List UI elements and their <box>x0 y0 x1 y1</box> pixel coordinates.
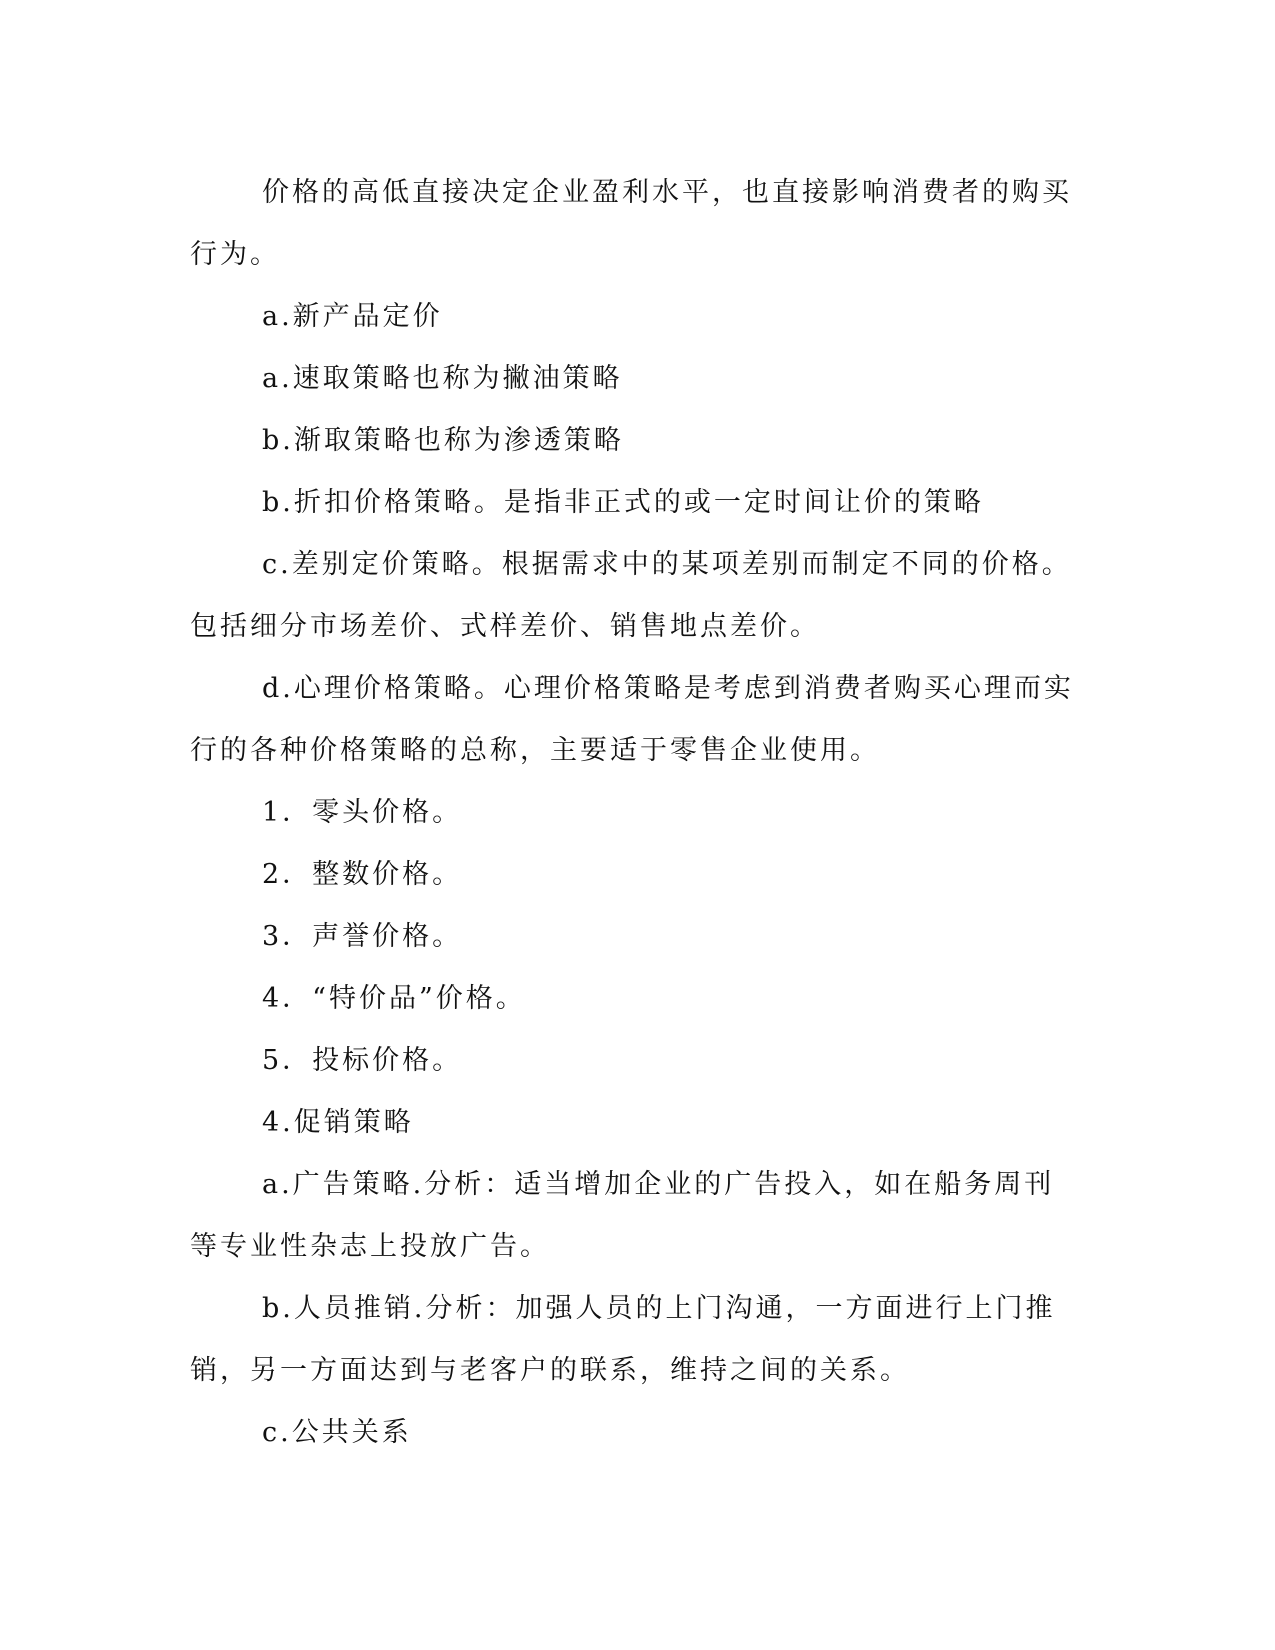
paragraph-new-product-pricing: a.新产品定价 <box>262 301 443 332</box>
paragraph-skimming-strategy: a.速取策略也称为撇油策略 <box>262 363 623 394</box>
paragraph-advertising-strategy: a.广告策略.分析：适当增加企业的广告投入，如在船务周刊等专业性杂志上投放广告。 <box>190 1169 1055 1262</box>
list-item-special-price: 4．“特价品”价格。 <box>262 983 526 1014</box>
list-item-bid-pricing: 5．投标价格。 <box>262 1045 463 1076</box>
paragraph-penetration-strategy: b.渐取策略也称为渗透策略 <box>262 425 624 456</box>
paragraph-personal-selling: b.人员推销.分析：加强人员的上门沟通，一方面进行上门推销，另一方面达到与老客户的联系，维持之间的关系。 <box>190 1293 1056 1386</box>
list-item-round-pricing: 2．整数价格。 <box>262 859 463 890</box>
section-heading-promotion: 4.促销策略 <box>262 1107 414 1138</box>
list-item-odd-pricing: 1．零头价格。 <box>262 797 463 828</box>
list-item-prestige-pricing: 3．声誉价格。 <box>262 921 463 952</box>
paragraph-discount-strategy: b.折扣价格策略。是指非正式的或一定时间让价的策略 <box>262 487 984 518</box>
paragraph-public-relations: c.公共关系 <box>262 1417 412 1448</box>
paragraph-differential-pricing: c.差别定价策略。根据需求中的某项差别而制定不同的价格。包括细分市场差价、式样差价、销售地点差价。 <box>190 549 1072 642</box>
document-body <box>190 162 1075 1464</box>
paragraph-pricing-intro: 价格的高低直接决定企业盈利水平，也直接影响消费者的购买行为。 <box>190 177 1072 270</box>
paragraph-psychological-pricing: d.心理价格策略。心理价格策略是考虑到消费者购买心理而实行的各种价格策略的总称，主要适于零售企业使用。 <box>190 673 1074 766</box>
